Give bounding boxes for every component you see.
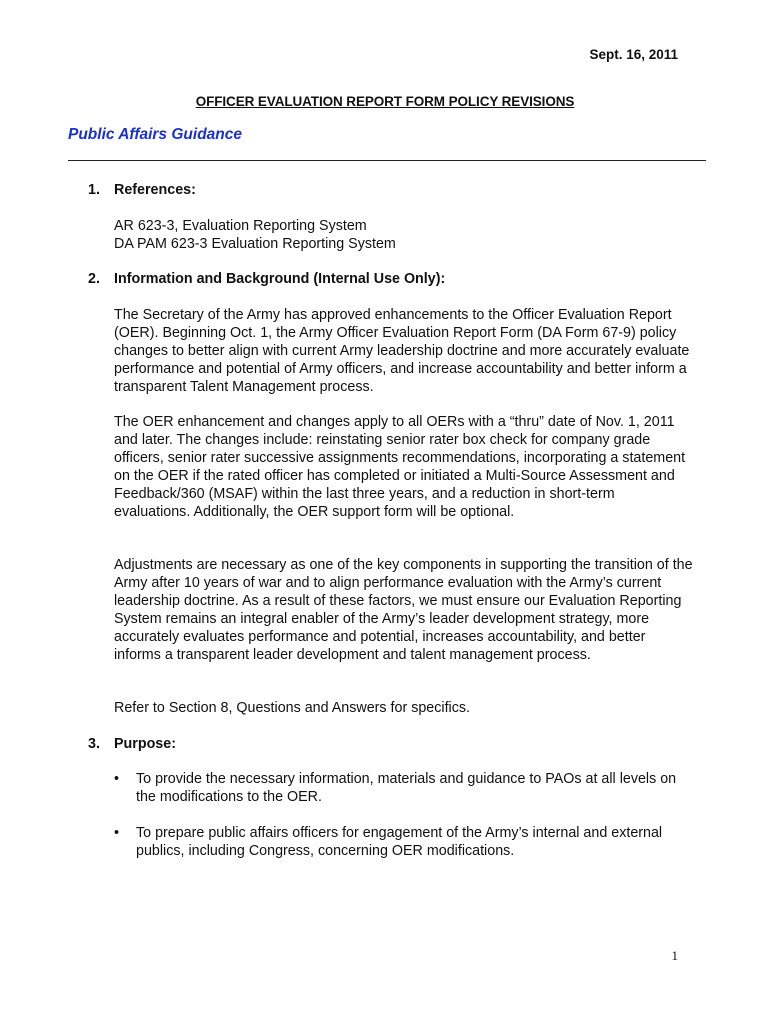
body-paragraph: The OER enhancement and changes apply to all OERs with a “thru” date of Nov. 1, 2011 and later. The changes include: reinstating senior rater box check for company grade officers, senior rater successive assignments recommendations, incorporating a statement on the OER if the rated officer has completed or initiated a Multi-Source Assessment and Feedback/360 (MSAF) within the last three years, and a reduction in short-term evaluations. Additionally, the OER support form will be optional.: [114, 414, 686, 520]
bullet-text: To provide the necessary information, materials and guidance to PAOs at all levels on the modifications to the OER.: [136, 771, 677, 805]
bullet-icon: •: [114, 771, 120, 787]
section-1-heading: [88, 181, 196, 199]
section-title: Information and Background (Internal Use Only):: [114, 271, 446, 287]
section-number: 3.: [88, 736, 100, 752]
section-title: References:: [114, 182, 196, 198]
horizontal-divider: [68, 160, 706, 161]
section-2-heading: [88, 270, 445, 288]
reference-line: DA PAM 623-3 Evaluation Reporting System: [114, 236, 396, 252]
body-paragraph: The Secretary of the Army has approved enhancements to the Officer Evaluation Report (OER). Beginning Oct. 1, the Army Officer Evaluation Report Form (DA Form 67-9) policy changes to better align with current Army leadership doctrine and more accurately evaluate performance and potential of Army officers, and increase accountability and better inform a transparent Talent Management process.: [114, 307, 690, 395]
body-paragraph: Refer to Section 8, Questions and Answers for specifics.: [114, 700, 471, 716]
reference-line: AR 623-3, Evaluation Reporting System: [114, 218, 367, 234]
document-title: OFFICER EVALUATION REPORT FORM POLICY REVISIONS: [195, 94, 575, 109]
bullet-icon: •: [114, 825, 120, 841]
section-3-heading: [88, 735, 176, 753]
section-number: 2.: [88, 271, 100, 287]
bullet-text: To prepare public affairs officers for engagement of the Army’s internal and external publics, including Congress, concerning OER modifications.: [136, 825, 663, 859]
document-date: Sept. 16, 2011: [589, 47, 678, 62]
page-number: 1: [671, 948, 678, 963]
section-heading: Public Affairs Guidance: [68, 126, 242, 143]
section-number: 1.: [88, 182, 100, 198]
body-paragraph: Adjustments are necessary as one of the key components in supporting the transition of the Army after 10 years of war and to align performance evaluation with the Army’s current leadership doctrine. As a result of these factors, we must ensure our Evaluation Reporting System remains an integral enabler of the Army’s leader development strategy, more accurately evaluates performance and potential, increases accountability, and better informs a transparent leader development and talent management process.: [114, 557, 693, 663]
section-title: Purpose:: [114, 736, 176, 752]
